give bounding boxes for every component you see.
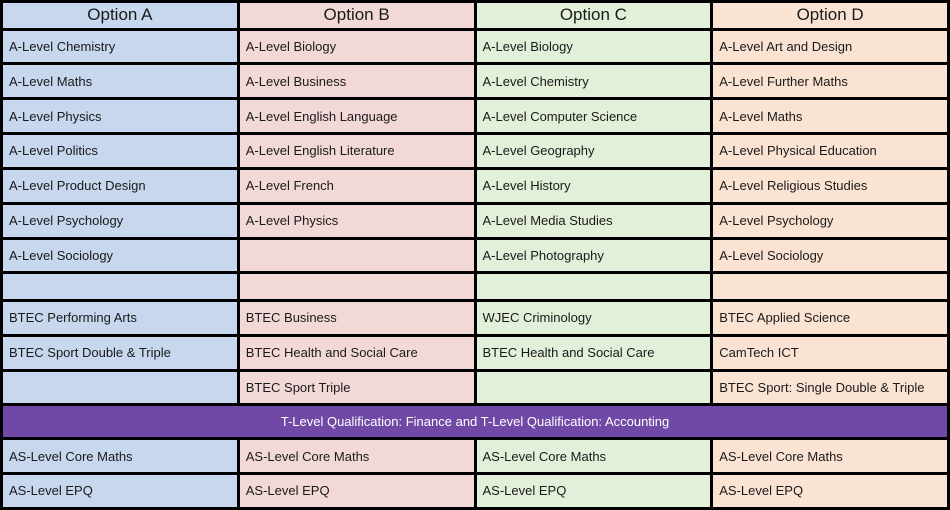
table-cell: A-Level Sociology <box>713 240 947 272</box>
table-cell: A-Level Psychology <box>713 205 947 237</box>
empty-cell <box>240 274 474 299</box>
table-row <box>3 65 947 97</box>
table-cell <box>240 240 474 272</box>
table-cell: BTEC Sport: Single Double & Triple <box>713 372 947 404</box>
table-cell: A-Level Further Maths <box>713 65 947 97</box>
table-cell: A-Level Maths <box>3 65 237 97</box>
table-cell: A-Level Geography <box>477 135 711 167</box>
table-cell: A-Level Politics <box>3 135 237 167</box>
table-cell: AS-Level EPQ <box>240 475 474 507</box>
table-cell: A-Level Psychology <box>3 205 237 237</box>
spacer-row <box>3 274 947 299</box>
header-option-a: Option A <box>3 3 237 28</box>
table-cell: A-Level French <box>240 170 474 202</box>
table-cell: BTEC Business <box>240 302 474 334</box>
table-row <box>3 135 947 167</box>
table-cell: A-Level Maths <box>713 100 947 132</box>
table-cell: A-Level Chemistry <box>477 65 711 97</box>
header-row <box>3 3 947 28</box>
table-cell: AS-Level EPQ <box>3 475 237 507</box>
table-cell: A-Level Religious Studies <box>713 170 947 202</box>
table-cell: A-Level Photography <box>477 240 711 272</box>
header-option-d: Option D <box>713 3 947 28</box>
table-cell: CamTech ICT <box>713 337 947 369</box>
table-cell: A-Level English Literature <box>240 135 474 167</box>
table-row <box>3 240 947 272</box>
table-cell: A-Level Art and Design <box>713 31 947 63</box>
table-row <box>3 475 947 507</box>
table-cell <box>3 372 237 404</box>
table-cell <box>477 372 711 404</box>
table-cell: A-Level History <box>477 170 711 202</box>
header-option-c: Option C <box>477 3 711 28</box>
table-cell: WJEC Criminology <box>477 302 711 334</box>
table-cell: A-Level Chemistry <box>3 31 237 63</box>
table-cell: AS-Level Core Maths <box>3 440 237 472</box>
table-row <box>3 170 947 202</box>
table-cell: A-Level Product Design <box>3 170 237 202</box>
table-cell: A-Level Physics <box>3 100 237 132</box>
table-cell: BTEC Health and Social Care <box>240 337 474 369</box>
empty-cell <box>3 274 237 299</box>
table-cell: BTEC Sport Triple <box>240 372 474 404</box>
empty-cell <box>477 274 711 299</box>
table-cell: BTEC Health and Social Care <box>477 337 711 369</box>
table-cell: A-Level Computer Science <box>477 100 711 132</box>
table-cell: A-Level Media Studies <box>477 205 711 237</box>
table-row <box>3 440 947 472</box>
table-cell: AS-Level EPQ <box>713 475 947 507</box>
table-row <box>3 31 947 63</box>
empty-cell <box>713 274 947 299</box>
table-cell: A-Level Biology <box>477 31 711 63</box>
table-cell: A-Level Business <box>240 65 474 97</box>
table-row <box>3 100 947 132</box>
table-cell: AS-Level Core Maths <box>713 440 947 472</box>
table-cell: A-Level English Language <box>240 100 474 132</box>
table-cell: BTEC Performing Arts <box>3 302 237 334</box>
table-cell: A-Level Physical Education <box>713 135 947 167</box>
table-cell: AS-Level EPQ <box>477 475 711 507</box>
table-cell: AS-Level Core Maths <box>240 440 474 472</box>
table-cell: BTEC Applied Science <box>713 302 947 334</box>
table-row <box>3 337 947 369</box>
table-cell: BTEC Sport Double & Triple <box>3 337 237 369</box>
t-level-row <box>3 406 947 437</box>
table-cell: AS-Level Core Maths <box>477 440 711 472</box>
table-cell: A-Level Physics <box>240 205 474 237</box>
header-option-b: Option B <box>240 3 474 28</box>
table-row <box>3 372 947 404</box>
table-row <box>3 302 947 334</box>
t-level-banner: T-Level Qualification: Finance and T-Level Qualification: Accounting <box>3 406 947 437</box>
table-cell: A-Level Sociology <box>3 240 237 272</box>
table-row <box>3 205 947 237</box>
table-cell: A-Level Biology <box>240 31 474 63</box>
